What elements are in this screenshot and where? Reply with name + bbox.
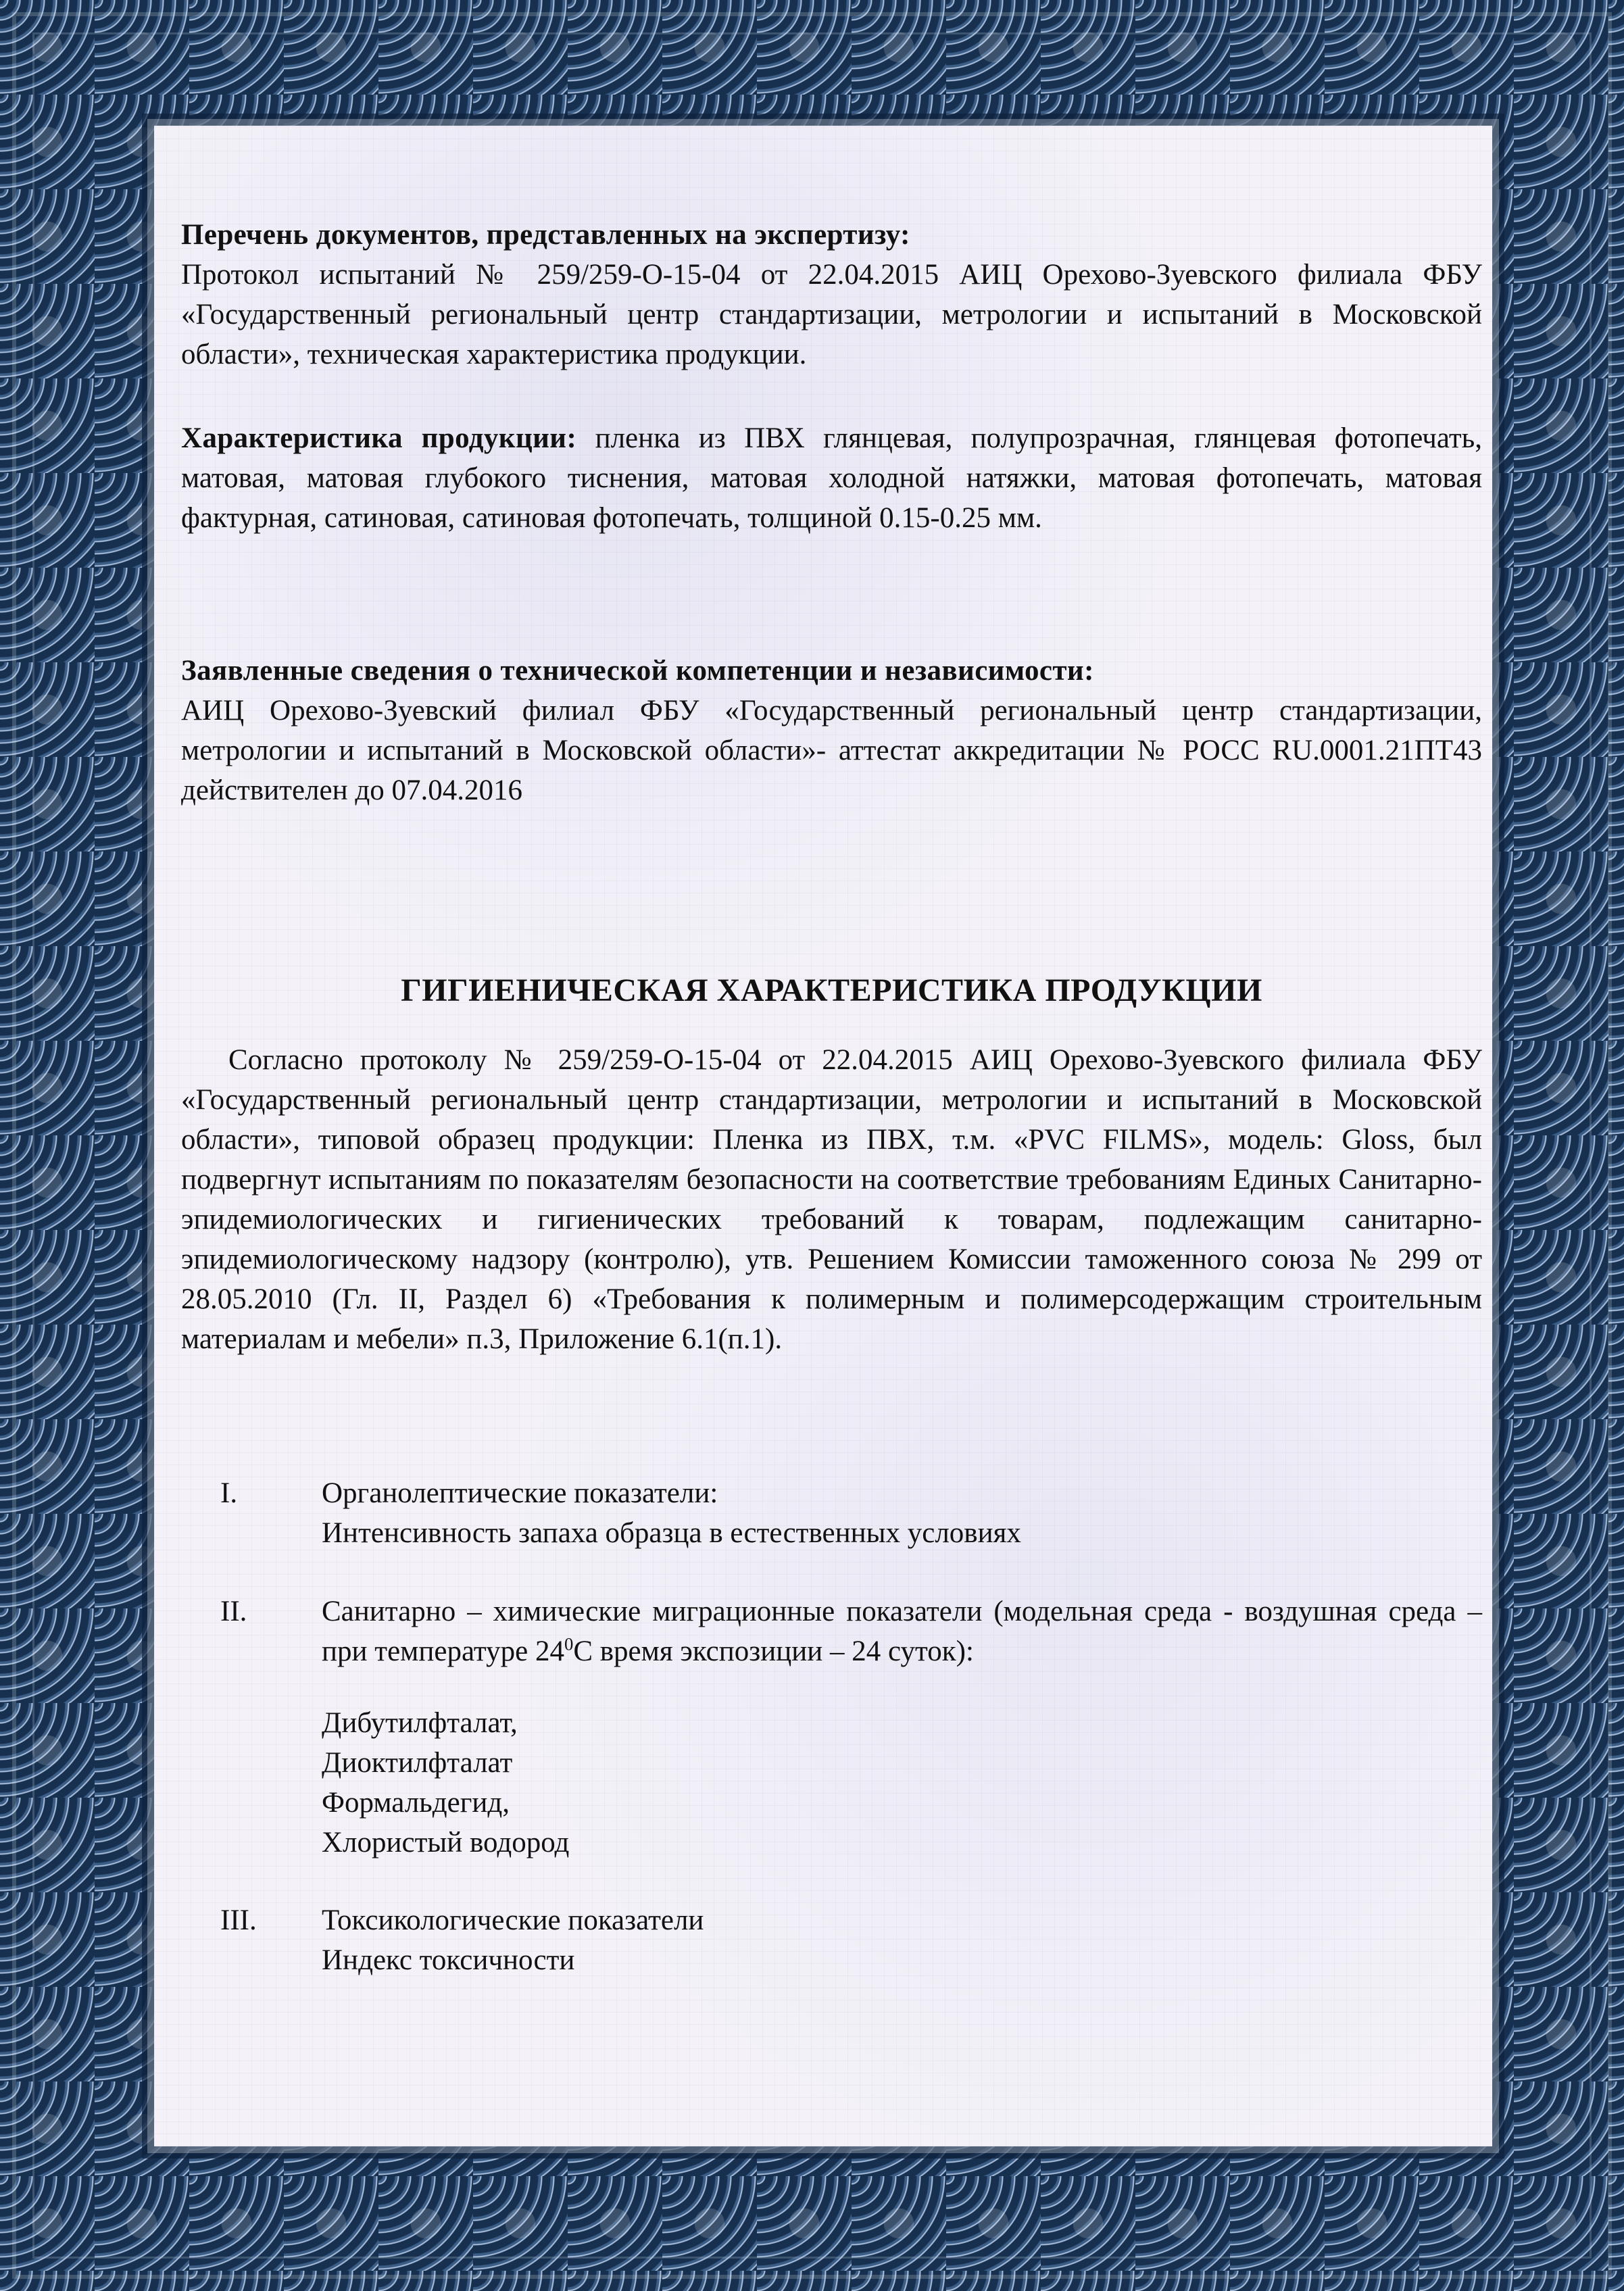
item-1-title: Органолептические показатели: [322,1477,718,1509]
substance-item: Диоктилфталат [322,1747,513,1779]
item-3-detail: Индекс токсичности [322,1944,575,1976]
hygiene-section [181,1040,1482,1359]
product-section [181,418,1482,538]
substance-item: Дибутилфталат, [322,1707,518,1739]
product-text: пленка из ПВХ глянцевая, полупрозрачная, глянцевая фотопечать, матовая, матовая глубокого тиснения, матовая холодной натяжки, матовая фотопечать, матовая фактурная, сатиновая, сатиновая фотопечать, толщиной 0.15-0.25 мм. [181,422,1483,534]
competence-text: АИЦ Орехово-Зуевский филиал ФБУ «Государственный региональный центр стандартизации, метрологии и испытаний в Московской области»- аттестат аккредитации № РОСС RU.0001.21ПТ43 действителен до 07.04.2016 [181,695,1482,806]
item-2-title-before: Санитарно – химические миграционные показатели (модельная среда - воздушная среда –при температуре 24 [322,1596,1482,1667]
item-3-title: Токсикологические показатели [322,1904,704,1936]
product-paragraph [181,418,1482,538]
product-heading: Характеристика продукции: [181,422,577,454]
competence-heading: Заявленные сведения о технической компетенции и независимости: [181,655,1094,687]
item-2-title-after: С время экспозиции – 24 суток): [573,1635,974,1667]
indicator-list [181,1473,1482,2244]
item-2-text [322,1592,1482,1671]
substance-item: Хлористый водород [322,1827,570,1858]
item-1-detail: Интенсивность запаха образца в естественных условиях [322,1517,1021,1549]
substances-list [322,1703,1482,1863]
documents-section [181,215,1482,374]
degree-superscript: 0 [564,1633,574,1654]
item-2-numeral: II. [220,1596,247,1627]
documents-heading: Перечень документов, представленных на экспертизу: [181,219,910,251]
documents-text: Протокол испытаний № 259/259-О-15-04 от 22.04.2015 АИЦ Орехово-Зуевского филиала ФБУ «Государственный региональный центр стандартизации, метрологии и испытаний в Московской области», техническая характеристика продукции. [181,259,1482,370]
item-3-numeral: III. [220,1904,257,1936]
item-1-numeral: I. [220,1477,238,1509]
item-1-text [322,1473,1482,1553]
item-3-text [322,1900,1482,1980]
substance-item: Формальдегид, [322,1787,510,1819]
hygiene-title: ГИГИЕНИЧЕСКАЯ ХАРАКТЕРИСТИКА ПРОДУКЦИИ [401,972,1262,1008]
hygiene-text: Согласно протоколу № 259/259-О-15-04 от 22.04.2015 АИЦ Орехово-Зуевского филиала ФБУ «Государственный региональный центр стандартизации, метрологии и испытаний в Московской области», типовой образец продукции: Пленка из ПВХ, т.м. «PVC FILMS», модель: Gloss, был подвергнут испытаниям по показателям безопасности на соответствие требованиям Единых Санитарно-эпидемиологических и гигиенических требований к товарам, подлежащим санитарно-эпидемиологическому надзору (контролю), утв. Решением Комиссии таможенного союза № 299 от 28.05.2010 (Гл. II, Раздел 6) «Требования к полимерным и полимерсодержащим строительным материалам и мебели» п.3, Приложение 6.1(п.1). [181,1044,1482,1355]
competence-section [181,651,1482,810]
